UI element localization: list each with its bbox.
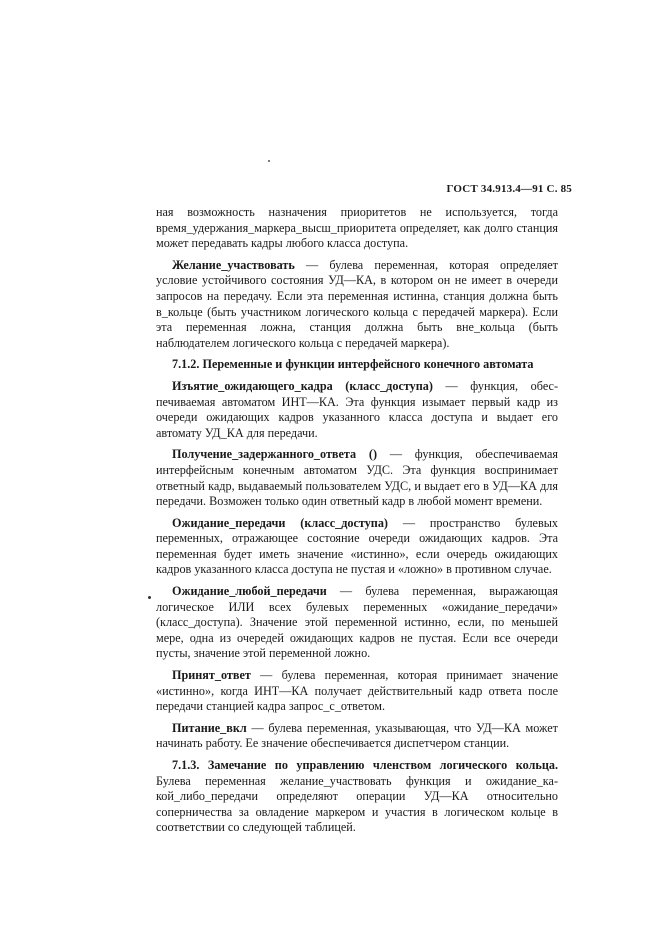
paragraph-ozhidanie-peredachi — [156, 516, 558, 578]
section-number: 7.1.3. — [172, 758, 200, 772]
section-title: Замечание по управлению членством логического кольца. — [199, 758, 558, 772]
section-7-1-2-heading — [156, 357, 558, 373]
paragraph-zhelanie-uchastvovat — [156, 258, 558, 352]
paragraph-text: — булева переменная, которая определяет условие устойчивого состояния УД—КА, в котором он не имеет в очереди запросов на передачу. Если эта переменная истинна, станция должна быть в_кольце (быть участником логического кольца с передачей маркера). Если эта переменная ложна, станция должна быть вне_кольца (быть наблюдателем логического кольца с передачей маркера). — [156, 257, 558, 350]
paragraph-text: — функция, обеспечиваемая интерфейсным конечным автоматом УДС. Эта функция воспринимает ответный кадр, выдаваемый пользователем УДС, и выдает его в УД—КА для передачи. Возможен только один ответный кадр в любой момент времени. — [156, 447, 558, 509]
paragraph-text: Булева переменная желание_участвовать функция и ожидание_какой_либо_передачи определяют операции УД—КА относительно соперничества за овладение маркером и участия в логическом кольце в соответствии со следующей таблицей. — [156, 773, 558, 835]
paragraph-text: — пространство булевых переменных, отражающее состояние очереди ожидающих кадров. Эта переменная будет иметь значение «истинно», если очередь ожидающих кадров указанного класса доступа не пустая и «ложно» в противном случае. — [156, 515, 558, 577]
term-izyatie: Изъятие_ожидающего_кадра (класс_доступа) — [172, 378, 433, 393]
speck-mark — [268, 160, 270, 162]
paragraph-text: — булева переменная, выражающая логическое ИЛИ всех булевых переменных «ожидание_передачи» (класс_доступа). Значение этой переменной истинно, если, по меньшей мере, одна из очередей ожидающих кадров не пустая. Если все очереди пусты, значение этой переменной ложно. — [156, 584, 558, 661]
paragraph-prinyat-otvet — [156, 668, 558, 715]
margin-dot-mark — [148, 596, 151, 599]
term-ozhidanie-peredachi: Ожидание_передачи (класс_доступа) — [172, 515, 388, 530]
paragraph-poluchenie — [156, 447, 558, 509]
paragraph-text: — булева переменная, указывающая, что УД—КА может начинать работу. Ее значение обеспечивается диспетчером станции. — [156, 720, 558, 751]
paragraph-text: ная возможность назначения приоритетов не используется, тогда время_удержания_маркера_высш_приоритета определяет, как долго станция может передавать кадры любого класса доступа. — [156, 205, 558, 251]
term-prinyat-otvet: Принят_ответ — [172, 668, 251, 683]
section-7-1-3-paragraph — [156, 758, 558, 836]
section-title: Переменные и функции интерфейсного конечного автомата — [199, 357, 534, 372]
term-pitanie-vkl: Питание_вкл — [172, 720, 247, 735]
paragraph-continuation — [156, 205, 558, 252]
document-body — [156, 205, 558, 842]
term-zhelanie-uchastvovat: Желание_участвовать — [172, 257, 295, 272]
page-header: ГОСТ 34.913.4—91 С. 85 — [446, 183, 572, 195]
section-number: 7.1.2. — [172, 357, 200, 372]
paragraph-pitanie-vkl — [156, 721, 558, 752]
paragraph-text: — булева переменная, которая принимает значение «истинно», когда ИНТ—КА получает действительный кадр ответа после передачи станцией кадра запрос_с_ответом. — [156, 668, 558, 714]
paragraph-text: — функция, обеспечиваемая автоматом ИНТ—КА. Эта функция изымает первый кадр из очереди ожидающих кадров указанного класса доступа и выдает его автомату УД_КА для передачи. — [156, 378, 558, 440]
paragraph-ozhidanie-lyuboy — [156, 584, 558, 662]
term-poluchenie: Получение_задержанного_ответа () — [172, 447, 378, 462]
term-ozhidanie-lyuboy: Ожидание_любой_передачи — [172, 584, 327, 599]
paragraph-izyatie — [156, 379, 558, 441]
